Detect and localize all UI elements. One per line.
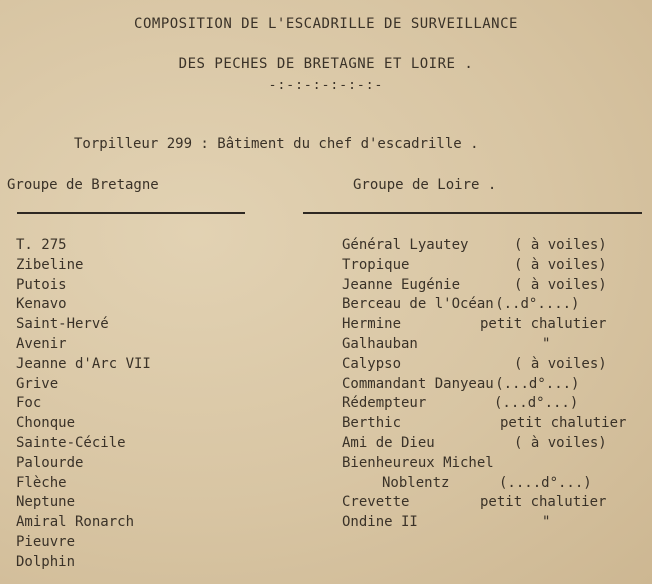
loire-vessel-name: Tropique <box>342 256 410 273</box>
loire-vessel-note: (....d°...) <box>499 474 592 491</box>
loire-vessel <box>342 335 652 355</box>
bretagne-vessel: Palourde <box>16 454 84 471</box>
loire-vessel-name: Calypso <box>342 355 402 372</box>
bretagne-vessel: Flèche <box>16 474 67 491</box>
loire-vessel-note: petit chalutier <box>500 415 627 432</box>
bretagne-rule <box>17 212 245 214</box>
loire-vessel <box>342 454 652 474</box>
loire-vessel-name: Ondine II <box>342 514 418 531</box>
loire-vessel-note: (..d°....) <box>495 296 580 313</box>
loire-vessel <box>342 513 652 533</box>
loire-vessel <box>342 236 652 256</box>
loire-vessel-name: Berthic <box>342 415 402 432</box>
bretagne-vessel: T. 275 <box>16 237 67 253</box>
bretagne-vessel: Amiral Ronarch <box>16 514 135 531</box>
bretagne-vessel: Putois <box>16 276 67 293</box>
loire-vessel <box>342 295 652 315</box>
loire-vessel <box>342 276 652 296</box>
loire-list <box>342 236 652 533</box>
loire-vessel-note: ( à voiles) <box>514 237 607 253</box>
flagship-line: Torpilleur 299 : Bâtiment du chef d'escadrille . <box>74 136 479 152</box>
loire-vessel-name: Rédempteur <box>342 395 427 412</box>
loire-vessel-note: (...d°...) <box>495 375 580 392</box>
loire-vessel-note: petit chalutier <box>480 316 607 333</box>
loire-vessel <box>342 434 652 454</box>
loire-vessel-name: Bienheureux Michel <box>342 454 494 471</box>
loire-vessel-note: ( à voiles) <box>514 434 607 451</box>
loire-vessel-note: ( à voiles) <box>514 256 607 273</box>
document-title: COMPOSITION DE L'ESCADRILLE DE SURVEILLANCE <box>134 16 518 32</box>
bretagne-vessel: Dolphin <box>16 553 76 570</box>
bretagne-vessel: Saint-Hervé <box>16 316 109 333</box>
loire-vessel-note: " <box>542 514 551 531</box>
loire-vessel <box>342 375 652 395</box>
loire-vessel-name: Commandant Danyeau <box>342 375 494 392</box>
bretagne-vessel: Zibeline <box>16 256 84 273</box>
bretagne-list <box>16 236 151 573</box>
bretagne-vessel: Pieuvre <box>16 533 76 550</box>
loire-vessel <box>342 315 652 335</box>
loire-vessel-name: Hermine <box>342 316 402 333</box>
bretagne-vessel: Grive <box>16 375 59 392</box>
loire-vessel-name: Général Lyautey <box>342 237 469 253</box>
loire-vessel-name: Berceau de l'Océan <box>342 296 494 313</box>
loire-vessel-note: ( à voiles) <box>514 276 607 293</box>
bretagne-vessel: Foc <box>16 395 42 412</box>
loire-vessel <box>342 256 652 276</box>
bretagne-vessel: Sainte-Cécile <box>16 434 126 451</box>
loire-vessel-note: petit chalutier <box>480 494 607 511</box>
loire-vessel-name: Ami de Dieu <box>342 434 435 451</box>
loire-vessel-note: ( à voiles) <box>514 355 607 372</box>
loire-vessel-name: Crevette <box>342 494 410 511</box>
loire-vessel-name: Noblentz <box>382 474 450 491</box>
bretagne-heading: Groupe de Bretagne <box>7 177 159 193</box>
loire-vessel <box>342 474 652 494</box>
bretagne-vessel: Neptune <box>16 494 76 511</box>
loire-heading: Groupe de Loire . <box>353 177 497 193</box>
title-separator: -:-:-:-:-:-:- <box>268 78 384 93</box>
loire-vessel-name: Jeanne Eugénie <box>342 276 461 293</box>
loire-vessel-note: (...d°...) <box>494 395 579 412</box>
bretagne-vessel: Jeanne d'Arc VII <box>16 355 151 372</box>
loire-vessel-name: Galhauban <box>342 335 418 352</box>
loire-vessel <box>342 414 652 434</box>
bretagne-vessel: Avenir <box>16 335 67 352</box>
bretagne-vessel: Kenavo <box>16 296 67 313</box>
bretagne-vessel: Chonque <box>16 415 76 432</box>
loire-vessel <box>342 394 652 414</box>
loire-rule <box>303 212 642 214</box>
loire-vessel-note: " <box>542 335 551 352</box>
loire-vessel <box>342 493 652 513</box>
loire-vessel <box>342 355 652 375</box>
document-subtitle: DES PECHES DE BRETAGNE ET LOIRE . <box>178 56 474 72</box>
